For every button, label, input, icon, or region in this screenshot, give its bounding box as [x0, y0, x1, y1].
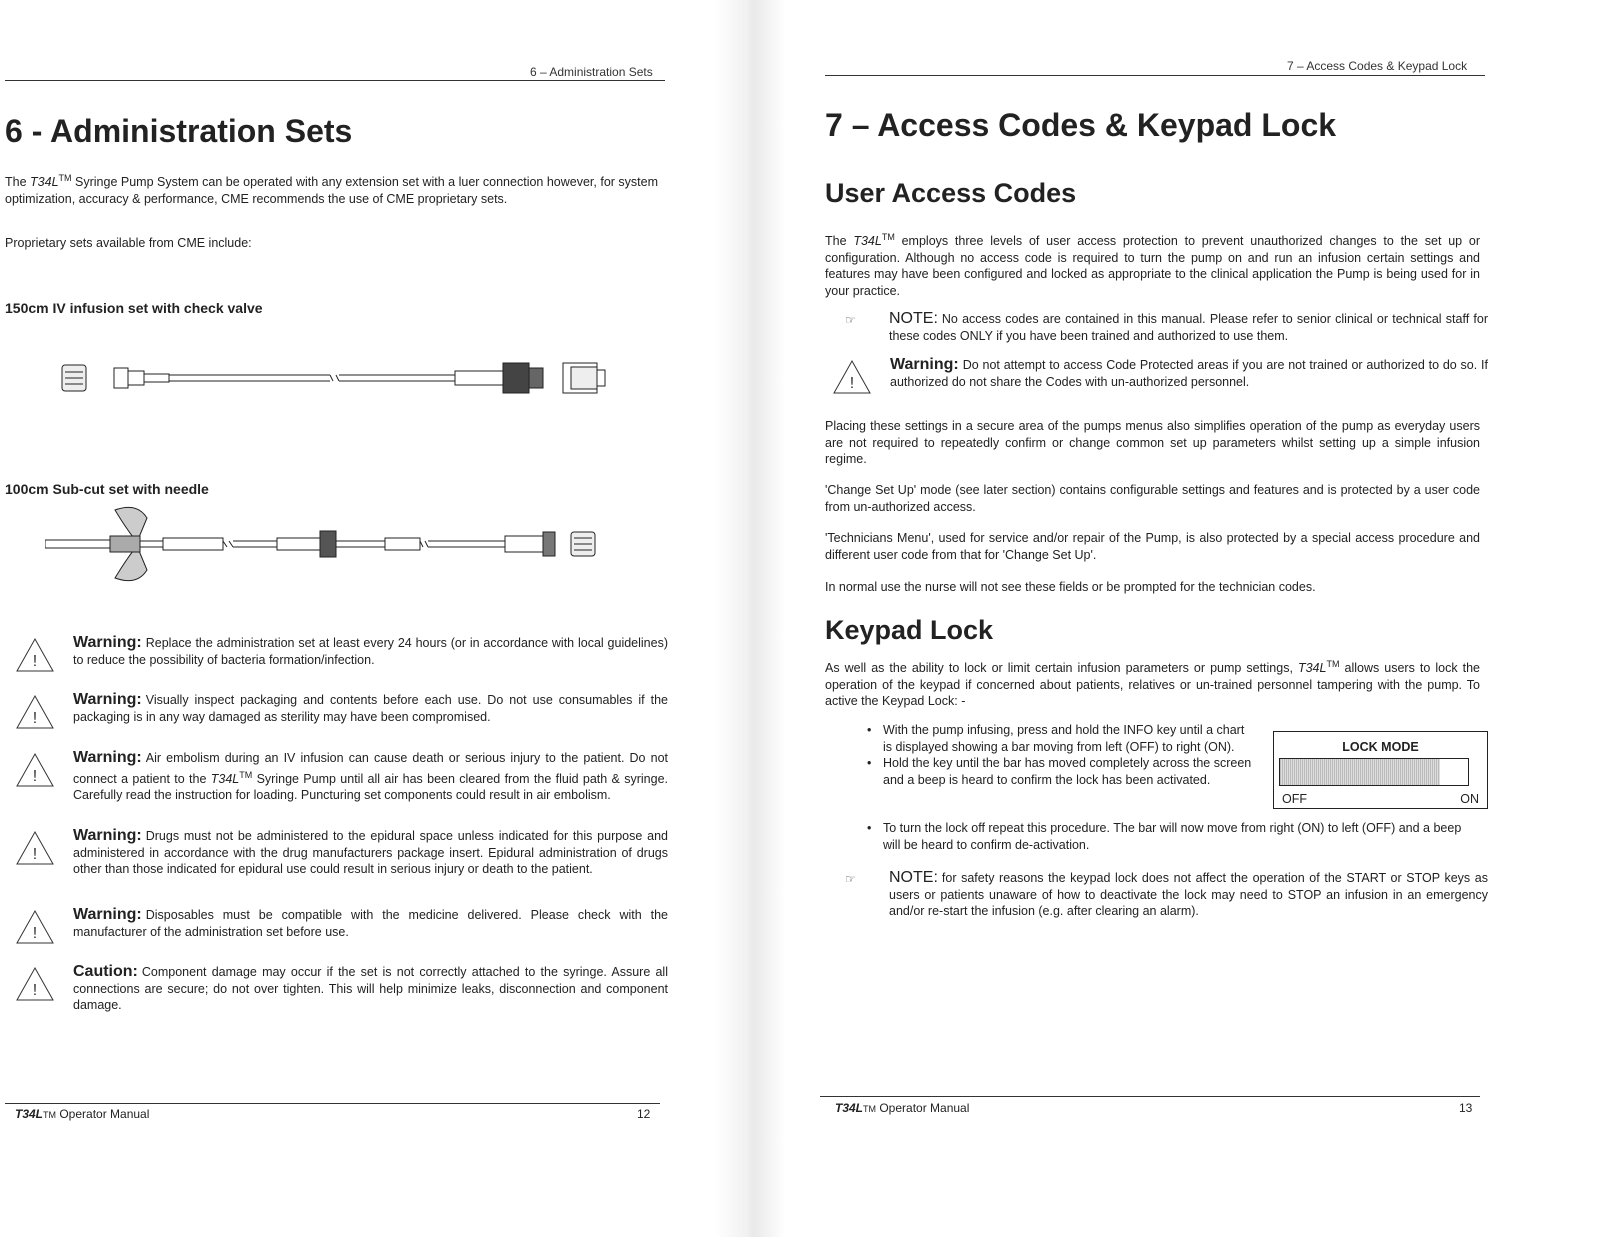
footer-title: T34LTM Operator Manual	[15, 1107, 150, 1121]
svg-text:!: !	[32, 653, 38, 670]
subcut-set-illustration	[45, 500, 615, 588]
pointing-hand-icon: ☞	[845, 313, 856, 327]
page-number: 12	[637, 1107, 651, 1121]
warning-triangle-icon	[15, 830, 55, 866]
warning-triangle-icon	[15, 966, 55, 1002]
warning-access	[832, 357, 1488, 397]
page-number: 13	[1459, 1101, 1473, 1115]
svg-text:!: !	[32, 846, 38, 863]
footer-rule	[820, 1096, 1480, 1097]
sets-intro: Proprietary sets available from CME include:	[5, 236, 252, 250]
svg-text:!: !	[32, 768, 38, 785]
warning-triangle-icon	[15, 909, 55, 945]
access-paragraph-2: Placing these settings in a secure area of the pumps menus also simplifies operation of the pump as everyday users are not required to repeatedly confirm or change common set up parameters whilst setting up a simple infusion regime.	[825, 419, 1480, 466]
warning-2-text: Warning: Visually inspect packaging and contents before each use. Do not use consumables if the packaging is in any way damaged as sterility may have been compromised.	[73, 691, 668, 724]
note-2	[845, 870, 1488, 922]
warning-4	[15, 828, 668, 898]
set1-title: 150cm IV infusion set with check valve	[5, 300, 263, 316]
footer-rule	[5, 1103, 660, 1104]
caution-1	[15, 964, 668, 1019]
iv-infusion-set-illustration	[55, 355, 635, 400]
access-paragraph-1: The T34L™ employs three levels of user access protection to prevent unauthorized changes to the set up or configuration. Although no access code is required to turn the pump on and run an infusion certain settings and features may have been configured and locked as appropriate to the clinical application the Pump is being used for in your practice.	[825, 232, 1480, 298]
lock-off-label: OFF	[1282, 792, 1307, 806]
binding-gutter	[715, 0, 785, 1237]
left-page	[0, 0, 700, 1237]
warning-2	[15, 692, 668, 732]
svg-text:!: !	[32, 925, 38, 942]
warning-triangle-icon	[15, 752, 55, 788]
note-2-text: NOTE: for safety reasons the keypad lock does not affect the operation of the START or STOP keys as users or patients unaware of how to deactivate the lock may need to STOP an infusion in an emergency and/or re-start the infusion (e.g. after clearing an alarm).	[889, 869, 1488, 918]
access-paragraph-3: 'Change Set Up' mode (see later section) contains configurable settings and features and is protected by a user code from un-authorized access.	[825, 483, 1480, 514]
list-item: • Hold the key until the bar has moved completely across the screen and a beep is heard to confirm the lock has been activated.	[865, 755, 1255, 788]
warning-triangle-icon	[15, 637, 55, 673]
svg-text:!: !	[849, 375, 855, 392]
lock-progress-bar	[1279, 758, 1469, 786]
intro-paragraph: The T34L™ Syringe Pump System can be operated with any extension set with a luer connection however, for system optimization, accuracy & performance, CME recommends the use of CME proprietary sets.	[5, 173, 659, 206]
warning-3	[15, 750, 668, 820]
footer-title: T34LTM Operator Manual	[835, 1101, 970, 1115]
warning-1	[15, 635, 668, 675]
note-1-text: NOTE: No access codes are contained in this manual. Please refer to senior clinical or technical staff for these codes ONLY if you have been trained and authorized to use them.	[889, 310, 1488, 343]
section-title-user-access-codes: User Access Codes	[825, 178, 1077, 208]
page-title: 6 - Administration Sets	[5, 113, 353, 149]
lock-mode-display	[1273, 731, 1488, 809]
pointing-hand-icon: ☞	[845, 872, 856, 886]
caution-1-text: Caution: Component damage may occur if the set is not correctly attached to the syringe. Assure all connections are secure; do not over tighten. This will help minimize leaks, disconnection and component damage.	[73, 963, 668, 1012]
keypad-steps-list-continued	[865, 820, 1465, 853]
warning-1-text: Warning: Replace the administration set at least every 24 hours (or in accordance with local guidelines) to reduce the possibility of bacteria formation/infection.	[73, 634, 668, 667]
svg-text:!: !	[32, 982, 38, 999]
warning-5-text: Warning: Disposables must be compatible with the medicine delivered. Please check with the manufacturer of the administration set before use.	[73, 906, 668, 939]
warning-access-text: Warning: Do not attempt to access Code Protected areas if you are not trained or authorized to do so. If authorized do not share the Codes with un-authorized personnel.	[890, 356, 1488, 389]
list-item: • With the pump infusing, press and hold the INFO key until a chart is displayed showing a bar moving from left (OFF) to right (ON).	[865, 722, 1255, 755]
page-title: 7 – Access Codes & Keypad Lock	[825, 107, 1337, 143]
access-paragraph-4: 'Technicians Menu', used for service and/or repair of the Pump, is also protected by a special access procedure and different user code from that for 'Change Set Up'.	[825, 531, 1480, 562]
header-rule	[825, 75, 1485, 76]
access-paragraph-5: In normal use the nurse will not see these fields or be prompted for the technician codes.	[825, 580, 1316, 594]
warning-4-text: Warning: Drugs must not be administered to the epidural space unless indicated for this purpose and administered in accordance with the drug manufacturers package insert. Epidural administration of drugs other than those indicated for epidural use could result in serious injury or death to the patient.	[73, 827, 668, 876]
running-head: 6 – Administration Sets	[530, 65, 653, 79]
svg-text:!: !	[32, 710, 38, 727]
warning-triangle-icon	[832, 359, 872, 395]
warning-3-text: Warning: Air embolism during an IV infusion can cause death or serious injury to the patient. Do not connect a patient to the T34L™ Syringe Pump until all air has been cleared from the fluid path & syringe. Carefully read the instruction for loading. Puncturing set components could result in air embolism.	[73, 749, 669, 803]
lock-on-label: ON	[1460, 792, 1479, 806]
note-1	[845, 311, 1488, 347]
list-item: • To turn the lock off repeat this procedure. The bar will now move from right (ON) to left (OFF) and a beep will be heard to confirm de-activation.	[865, 820, 1465, 853]
running-head: 7 – Access Codes & Keypad Lock	[1287, 59, 1468, 73]
lock-mode-title: LOCK MODE	[1342, 740, 1419, 754]
section-title-keypad-lock: Keypad Lock	[825, 615, 994, 645]
warning-5	[15, 907, 668, 947]
keypad-paragraph: As well as the ability to lock or limit certain infusion parameters or pump settings, T34L™ allows users to lock the operation of the keypad if concerned about patients, relatives or un-trained personnel tampering with the pump. To active the Keypad Lock: -	[825, 659, 1480, 709]
keypad-steps-list	[865, 722, 1255, 788]
header-rule	[5, 80, 665, 81]
set2-title: 100cm Sub-cut set with needle	[5, 481, 209, 497]
lock-progress-fill	[1280, 759, 1440, 785]
warning-triangle-icon	[15, 694, 55, 730]
right-page	[825, 0, 1530, 1237]
